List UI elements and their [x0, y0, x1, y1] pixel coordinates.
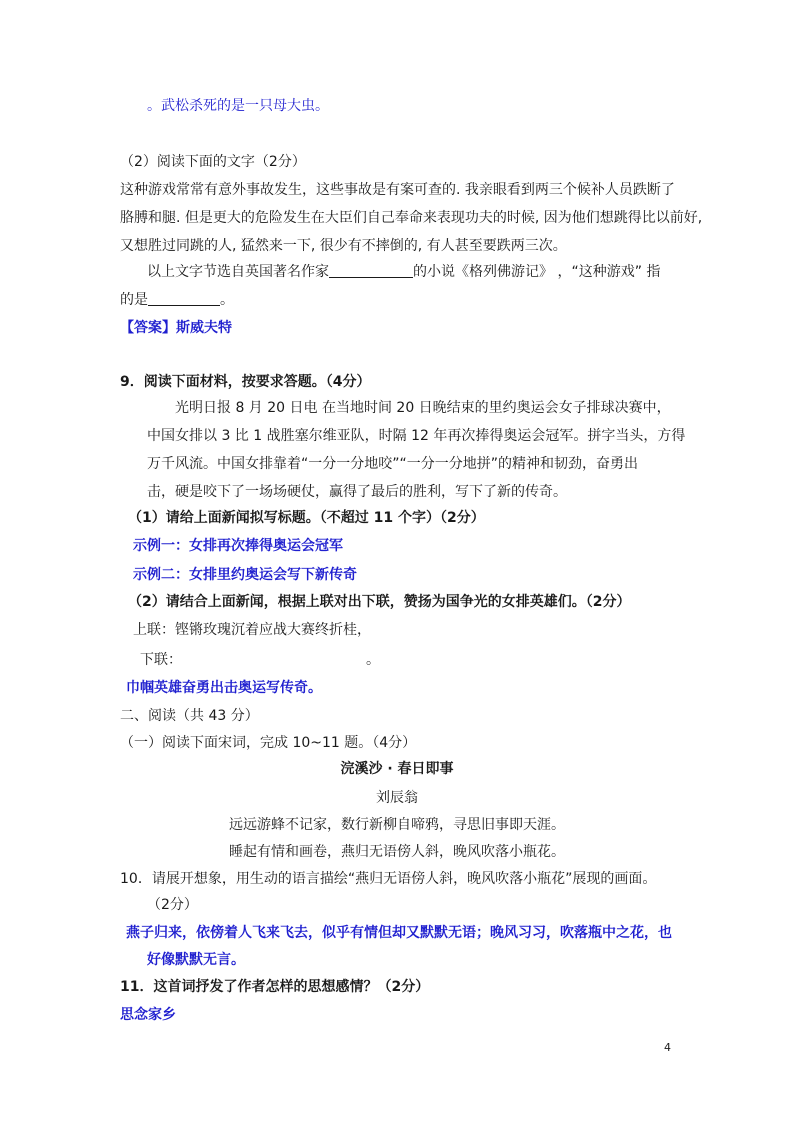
answer-9-1-example-2: 示例二：女排里约奥运会写下新传奇	[133, 567, 357, 583]
page-number: 4	[664, 1041, 671, 1054]
question-9-2: （2）请结合上面新闻，根据上联对出下联，赞扬为国争光的女排英雄们。（2分）	[128, 594, 631, 610]
question-10-line-2: （2分）	[147, 897, 198, 913]
answer-11: 思念家乡	[120, 1007, 176, 1023]
answer-10-line-2: 好像默默无言。	[147, 952, 245, 968]
answer-10-line-1: 燕子归来，依傍着人飞来飞去，似乎有情但却又默默无语；晚风习习，吹落瓶中之花，也	[126, 925, 672, 941]
fill-blank-question	[147, 262, 660, 282]
answer-9-1-example-1: 示例一：女排再次捧得奥运会冠军	[133, 538, 343, 554]
answer-9-2: 巾帼英雄奋勇出击奥运写传奇。	[126, 680, 322, 696]
question-9-title: 9．阅读下面材料，按要求答题。（4分）	[120, 374, 371, 390]
poem-line-2: 睡起有情和画卷，燕归无语傍人斜，晚风吹落小瓶花。	[229, 844, 565, 860]
news-line-2: 中国女排以 3 比 1 战胜塞尔维亚队，时隔 12 年再次捧得奥运会冠军。拼字当头，方得	[147, 428, 686, 444]
news-line-3: 万千风流。中国女排靠着“一分一分地咬”“一分一分地拼”的精神和韧劲，奋勇出	[147, 456, 639, 472]
fill-blank-question-2	[120, 290, 234, 310]
couplet-lower-prompt: 下联：	[140, 652, 182, 668]
fill-blank-2-end: 。	[220, 292, 234, 308]
answer-author: 【答案】斯威夫特	[120, 320, 232, 336]
fill-blank-middle: 的小说《格列佛游记》 ，“这种游戏” 指	[413, 264, 661, 280]
question-11: 11．这首词抒发了作者怎样的思想感情？（2分）	[120, 979, 430, 995]
question-2-title: （2）阅读下面的文字（2分）	[120, 154, 306, 170]
passage-line-2: 胳膊和腿. 但是更大的危险发生在大臣们自己奉命来表现功夫的时候, 因为他们想跳得比以前好,	[120, 210, 703, 226]
news-line-1: 光明日报 8 月 20 日电 在当地时间 20 日晚结束的里约奥运会女子排球决赛中，	[175, 400, 671, 416]
section-2-title: 二、阅读（共 43 分）	[120, 708, 259, 724]
fill-blank-prefix: 以上文字节选自英国著名作家	[147, 264, 329, 280]
fill-blank-2-prefix: 的是	[120, 292, 148, 308]
author-blank[interactable]	[329, 263, 413, 278]
poem-title: 浣溪沙 · 春日即事	[340, 761, 454, 777]
game-blank[interactable]	[148, 291, 220, 306]
passage-line-3: 又想胜过同跳的人, 猛然来一下, 很少有不摔倒的, 有人甚至要跌两三次。	[120, 238, 567, 254]
question-9-1: （1）请给上面新闻拟写标题。（不超过 11 个字）（2分）	[128, 510, 485, 526]
passage-line-1: 这种游戏常常有意外事故发生，这些事故是有案可查的. 我亲眼看到两三个候补人员跌断了	[120, 182, 675, 198]
couplet-lower-end: 。	[366, 652, 380, 668]
news-line-4: 击，硬是咬下了一场场硬仗，赢得了最后的胜利，写下了新的传奇。	[147, 484, 567, 500]
question-10-line-1: 10．请展开想象，用生动的语言描绘“燕归无语傍人斜，晚风吹落小瓶花”展现的画面。	[120, 871, 657, 887]
section-2-1-title: （一）阅读下面宋词，完成 10~11 题。（4分）	[120, 735, 417, 751]
poem-line-1: 远远游蜂不记家，数行新柳自啼鸦，寻思旧事即天涯。	[229, 817, 565, 833]
answer-wusong: 。武松杀死的是一只母大虫。	[147, 98, 329, 114]
couplet-upper: 上联：铿锵玫瑰沉着应战大赛终折桂，	[133, 622, 371, 638]
poem-author: 刘辰翁	[376, 790, 418, 806]
